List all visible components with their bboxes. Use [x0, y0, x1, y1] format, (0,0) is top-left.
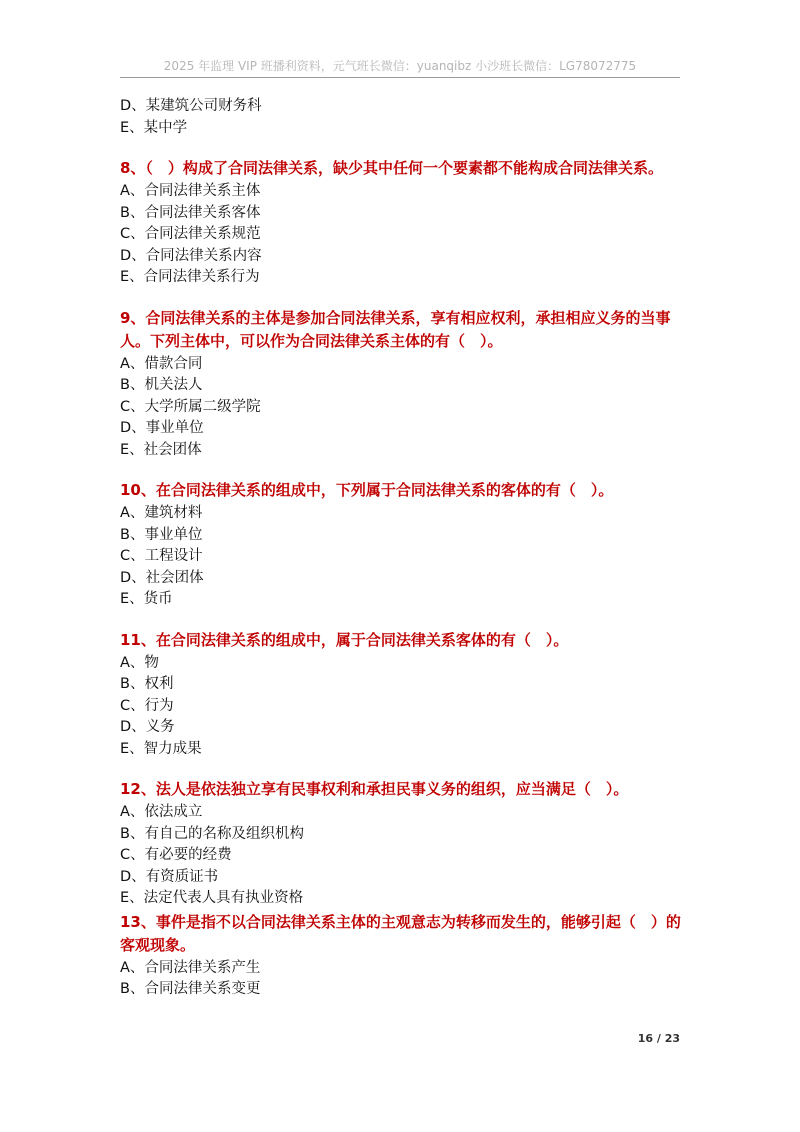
option-item: A、依法成立: [120, 804, 203, 820]
option-item: B、合同法律关系变更: [120, 981, 261, 997]
question-block: [120, 157, 685, 289]
option-item: E、智力成果: [120, 740, 202, 757]
option-item: E、货币: [120, 591, 173, 607]
option-item: B、权利: [120, 676, 174, 692]
question-block: [120, 479, 685, 611]
option-item: A、物: [120, 654, 159, 671]
option-item: D、义务: [120, 719, 175, 735]
option-item: C、工程设计: [120, 548, 203, 564]
option-item: B、合同法律关系客体: [120, 204, 261, 221]
option-item: A、建筑材料: [120, 505, 203, 521]
option-item: D、合同法律关系内容: [120, 247, 262, 264]
option-item: D、有资质证书: [120, 868, 219, 885]
question-title: 13、事件是指不以合同法律关系主体的主观意志为转移而发生的，能够引起（ ）的客观现象。: [120, 912, 681, 954]
option-item: B、有自己的名称及组织机构: [120, 825, 304, 842]
option-item: A、合同法律关系产生: [120, 959, 261, 976]
option-item: C、合同法律关系规范: [120, 226, 261, 242]
question-title: 9、合同法律关系的主体是参加合同法律关系，享有相应权利，承担相应义务的当事人。下列主体中，可以作为合同法律关系主体的有（ ）。: [120, 308, 671, 350]
question-block: [120, 778, 685, 910]
question-title: 11、在合同法律关系的组成中，属于合同法律关系客体的有（ ）。: [120, 630, 569, 649]
option-item: D、社会团体: [120, 569, 204, 586]
option-item: E、某中学: [120, 119, 188, 136]
question-block: [120, 629, 685, 761]
option-item: A、合同法律关系主体: [120, 183, 261, 199]
option-item: B、事业单位: [120, 526, 203, 543]
question-title: 10、在合同法律关系的组成中，下列属于合同法律关系的客体的有（ ）。: [120, 481, 614, 499]
question-block: [120, 911, 685, 1001]
page-header: 2025 年监理 VIP 班播利资料，元气班长微信：yuanqibz 小沙班长微信：LG78072775: [163, 59, 637, 73]
header-divider: [120, 77, 680, 78]
question-title: 8、（ ）构成了合同法律关系，缺少其中任何一个要素都不能构成合同法律关系。: [120, 159, 663, 177]
option-item: C、有必要的经费: [120, 847, 232, 863]
question-block: [120, 307, 685, 462]
option-item: D、事业单位: [120, 420, 204, 436]
option-item: E、合同法律关系行为: [120, 269, 260, 285]
document-body: [120, 96, 685, 1001]
option-item: E、社会团体: [120, 441, 202, 458]
option-item: D、某建筑公司财务科: [120, 98, 262, 114]
option-item: B、机关法人: [120, 377, 203, 393]
question-title: 12、法人是依法独立享有民事权利和承担民事义务的组织，应当满足（ ）。: [120, 780, 629, 798]
option-item: C、行为: [120, 697, 174, 714]
page-number: 16 / 23: [637, 1032, 680, 1045]
option-item: E、法定代表人具有执业资格: [120, 890, 304, 906]
option-item: A、借款合同: [120, 355, 203, 372]
option-item: C、大学所属二级学院: [120, 398, 261, 415]
